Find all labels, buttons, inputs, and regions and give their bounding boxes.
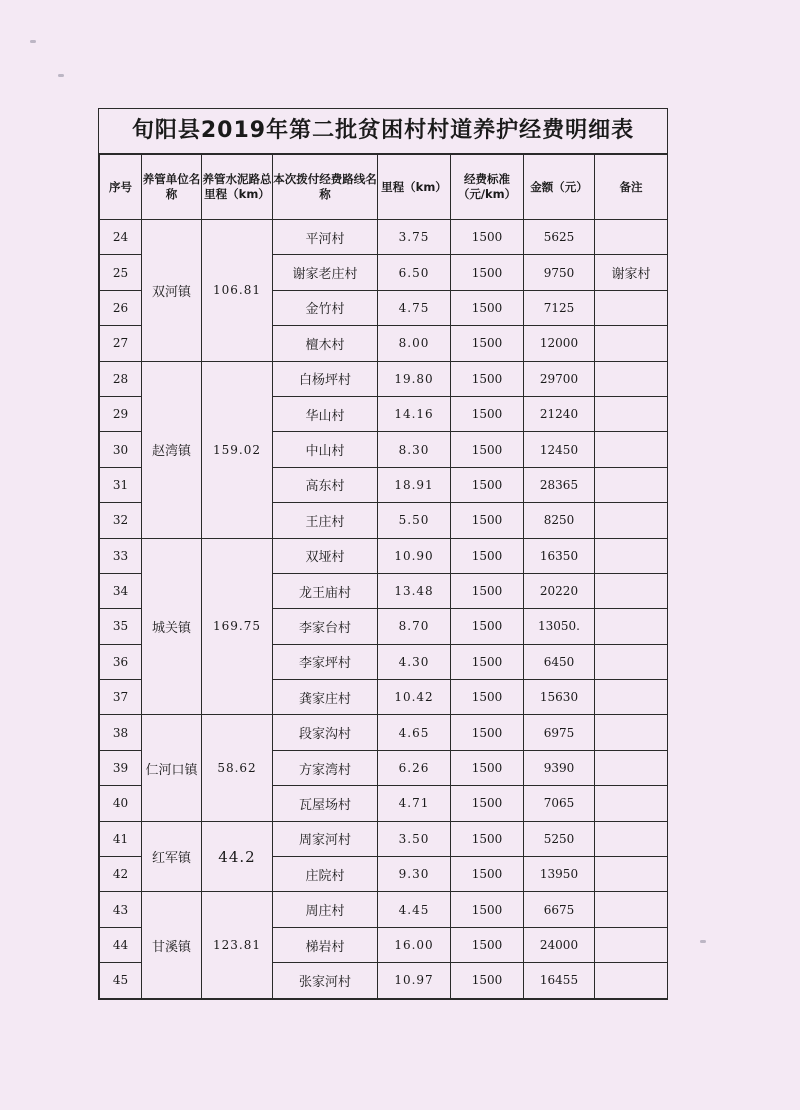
mileage-cell: 9.30 bbox=[378, 857, 451, 892]
mileage-cell: 10.97 bbox=[378, 963, 451, 998]
seq-cell: 37 bbox=[100, 680, 142, 715]
header-unit: 养管单位名称 bbox=[142, 155, 202, 220]
mileage-cell: 19.80 bbox=[378, 361, 451, 396]
rate-cell: 1500 bbox=[451, 326, 524, 361]
route-cell: 李家坪村 bbox=[273, 644, 378, 679]
total-mileage-cell: 169.75 bbox=[202, 538, 273, 715]
scan-speck bbox=[30, 40, 36, 43]
route-cell: 李家台村 bbox=[273, 609, 378, 644]
header-rate: 经费标准（元/km） bbox=[451, 155, 524, 220]
mileage-cell: 6.26 bbox=[378, 750, 451, 785]
header-total: 养管水泥路总里程（km） bbox=[202, 155, 273, 220]
route-cell: 中山村 bbox=[273, 432, 378, 467]
amount-cell: 6675 bbox=[524, 892, 595, 927]
rate-cell: 1500 bbox=[451, 538, 524, 573]
rate-cell: 1500 bbox=[451, 396, 524, 431]
note-cell: 谢家村 bbox=[595, 255, 668, 290]
table-body bbox=[100, 220, 668, 999]
rate-cell: 1500 bbox=[451, 432, 524, 467]
amount-cell: 16350 bbox=[524, 538, 595, 573]
note-cell bbox=[595, 786, 668, 821]
seq-cell: 31 bbox=[100, 467, 142, 502]
unit-cell: 甘溪镇 bbox=[142, 892, 202, 998]
header-note: 备注 bbox=[595, 155, 668, 220]
note-cell bbox=[595, 467, 668, 502]
header-row bbox=[100, 155, 668, 220]
table-row bbox=[100, 220, 668, 255]
seq-cell: 32 bbox=[100, 503, 142, 538]
amount-cell: 24000 bbox=[524, 927, 595, 962]
note-cell bbox=[595, 290, 668, 325]
total-mileage-cell: 106.81 bbox=[202, 220, 273, 362]
route-cell: 平河村 bbox=[273, 220, 378, 255]
seq-cell: 39 bbox=[100, 750, 142, 785]
route-cell: 华山村 bbox=[273, 396, 378, 431]
note-cell bbox=[595, 892, 668, 927]
mileage-cell: 8.30 bbox=[378, 432, 451, 467]
seq-cell: 34 bbox=[100, 573, 142, 608]
route-cell: 周庄村 bbox=[273, 892, 378, 927]
note-cell bbox=[595, 503, 668, 538]
note-cell bbox=[595, 609, 668, 644]
seq-cell: 35 bbox=[100, 609, 142, 644]
amount-cell: 15630 bbox=[524, 680, 595, 715]
rate-cell: 1500 bbox=[451, 467, 524, 502]
route-cell: 瓦屋场村 bbox=[273, 786, 378, 821]
note-cell bbox=[595, 220, 668, 255]
amount-cell: 7125 bbox=[524, 290, 595, 325]
mileage-cell: 18.91 bbox=[378, 467, 451, 502]
mileage-cell: 4.71 bbox=[378, 786, 451, 821]
mileage-cell: 16.00 bbox=[378, 927, 451, 962]
note-cell bbox=[595, 680, 668, 715]
amount-cell: 9390 bbox=[524, 750, 595, 785]
rate-cell: 1500 bbox=[451, 644, 524, 679]
amount-cell: 12450 bbox=[524, 432, 595, 467]
amount-cell: 9750 bbox=[524, 255, 595, 290]
mileage-cell: 10.42 bbox=[378, 680, 451, 715]
rate-cell: 1500 bbox=[451, 255, 524, 290]
header-seq: 序号 bbox=[100, 155, 142, 220]
amount-cell: 6450 bbox=[524, 644, 595, 679]
unit-cell: 红军镇 bbox=[142, 821, 202, 892]
seq-cell: 36 bbox=[100, 644, 142, 679]
mileage-cell: 4.65 bbox=[378, 715, 451, 750]
mileage-cell: 10.90 bbox=[378, 538, 451, 573]
route-cell: 梯岩村 bbox=[273, 927, 378, 962]
mileage-cell: 6.50 bbox=[378, 255, 451, 290]
rate-cell: 1500 bbox=[451, 220, 524, 255]
total-mileage-cell: 123.81 bbox=[202, 892, 273, 998]
unit-cell: 仁河口镇 bbox=[142, 715, 202, 821]
amount-cell: 29700 bbox=[524, 361, 595, 396]
document-title: 旬阳县2019年第二批贫困村村道养护经费明细表 bbox=[99, 109, 667, 154]
table-row bbox=[100, 715, 668, 750]
rate-cell: 1500 bbox=[451, 963, 524, 998]
note-cell bbox=[595, 963, 668, 998]
rate-cell: 1500 bbox=[451, 821, 524, 856]
mileage-cell: 3.50 bbox=[378, 821, 451, 856]
header-mileage: 里程（km） bbox=[378, 155, 451, 220]
note-cell bbox=[595, 821, 668, 856]
amount-cell: 21240 bbox=[524, 396, 595, 431]
header-amount: 金额（元） bbox=[524, 155, 595, 220]
table-row bbox=[100, 538, 668, 573]
route-cell: 高东村 bbox=[273, 467, 378, 502]
table-row bbox=[100, 892, 668, 927]
seq-cell: 28 bbox=[100, 361, 142, 396]
seq-cell: 33 bbox=[100, 538, 142, 573]
seq-cell: 26 bbox=[100, 290, 142, 325]
header-route: 本次拨付经费路线名称 bbox=[273, 155, 378, 220]
amount-cell: 8250 bbox=[524, 503, 595, 538]
rate-cell: 1500 bbox=[451, 857, 524, 892]
route-cell: 龚家庄村 bbox=[273, 680, 378, 715]
mileage-cell: 4.75 bbox=[378, 290, 451, 325]
amount-cell: 6975 bbox=[524, 715, 595, 750]
rate-cell: 1500 bbox=[451, 927, 524, 962]
route-cell: 庄院村 bbox=[273, 857, 378, 892]
amount-cell: 12000 bbox=[524, 326, 595, 361]
rate-cell: 1500 bbox=[451, 503, 524, 538]
total-mileage-cell: 159.02 bbox=[202, 361, 273, 538]
seq-cell: 27 bbox=[100, 326, 142, 361]
amount-cell: 16455 bbox=[524, 963, 595, 998]
note-cell bbox=[595, 361, 668, 396]
seq-cell: 30 bbox=[100, 432, 142, 467]
rate-cell: 1500 bbox=[451, 573, 524, 608]
note-cell bbox=[595, 396, 668, 431]
route-cell: 张家河村 bbox=[273, 963, 378, 998]
route-cell: 金竹村 bbox=[273, 290, 378, 325]
rate-cell: 1500 bbox=[451, 609, 524, 644]
note-cell bbox=[595, 927, 668, 962]
unit-cell: 双河镇 bbox=[142, 220, 202, 362]
rate-cell: 1500 bbox=[451, 680, 524, 715]
seq-cell: 42 bbox=[100, 857, 142, 892]
route-cell: 王庄村 bbox=[273, 503, 378, 538]
table-row bbox=[100, 361, 668, 396]
route-cell: 方家湾村 bbox=[273, 750, 378, 785]
route-cell: 双垭村 bbox=[273, 538, 378, 573]
seq-cell: 40 bbox=[100, 786, 142, 821]
mileage-cell: 4.45 bbox=[378, 892, 451, 927]
route-cell: 白杨坪村 bbox=[273, 361, 378, 396]
mileage-cell: 5.50 bbox=[378, 503, 451, 538]
route-cell: 谢家老庄村 bbox=[273, 255, 378, 290]
amount-cell: 5625 bbox=[524, 220, 595, 255]
mileage-cell: 3.75 bbox=[378, 220, 451, 255]
seq-cell: 45 bbox=[100, 963, 142, 998]
route-cell: 段家沟村 bbox=[273, 715, 378, 750]
route-cell: 檀木村 bbox=[273, 326, 378, 361]
rate-cell: 1500 bbox=[451, 715, 524, 750]
rate-cell: 1500 bbox=[451, 786, 524, 821]
seq-cell: 38 bbox=[100, 715, 142, 750]
expense-table bbox=[99, 154, 668, 999]
rate-cell: 1500 bbox=[451, 361, 524, 396]
amount-cell: 7065 bbox=[524, 786, 595, 821]
amount-cell: 20220 bbox=[524, 573, 595, 608]
unit-cell: 赵湾镇 bbox=[142, 361, 202, 538]
total-mileage-cell: 58.62 bbox=[202, 715, 273, 821]
mileage-cell: 14.16 bbox=[378, 396, 451, 431]
note-cell bbox=[595, 644, 668, 679]
expense-table-document bbox=[98, 108, 668, 1000]
rate-cell: 1500 bbox=[451, 892, 524, 927]
table-row bbox=[100, 821, 668, 856]
total-mileage-cell: 44.2 bbox=[202, 821, 273, 892]
rate-cell: 1500 bbox=[451, 290, 524, 325]
rate-cell: 1500 bbox=[451, 750, 524, 785]
route-cell: 龙王庙村 bbox=[273, 573, 378, 608]
note-cell bbox=[595, 857, 668, 892]
scan-speck bbox=[58, 74, 64, 77]
mileage-cell: 8.70 bbox=[378, 609, 451, 644]
seq-cell: 43 bbox=[100, 892, 142, 927]
amount-cell: 5250 bbox=[524, 821, 595, 856]
amount-cell: 28365 bbox=[524, 467, 595, 502]
mileage-cell: 4.30 bbox=[378, 644, 451, 679]
seq-cell: 25 bbox=[100, 255, 142, 290]
seq-cell: 24 bbox=[100, 220, 142, 255]
note-cell bbox=[595, 432, 668, 467]
mileage-cell: 13.48 bbox=[378, 573, 451, 608]
note-cell bbox=[595, 750, 668, 785]
note-cell bbox=[595, 715, 668, 750]
scan-speck bbox=[700, 940, 706, 943]
seq-cell: 41 bbox=[100, 821, 142, 856]
note-cell bbox=[595, 573, 668, 608]
unit-cell: 城关镇 bbox=[142, 538, 202, 715]
note-cell bbox=[595, 326, 668, 361]
seq-cell: 29 bbox=[100, 396, 142, 431]
mileage-cell: 8.00 bbox=[378, 326, 451, 361]
route-cell: 周家河村 bbox=[273, 821, 378, 856]
seq-cell: 44 bbox=[100, 927, 142, 962]
amount-cell: 13050. bbox=[524, 609, 595, 644]
amount-cell: 13950 bbox=[524, 857, 595, 892]
note-cell bbox=[595, 538, 668, 573]
